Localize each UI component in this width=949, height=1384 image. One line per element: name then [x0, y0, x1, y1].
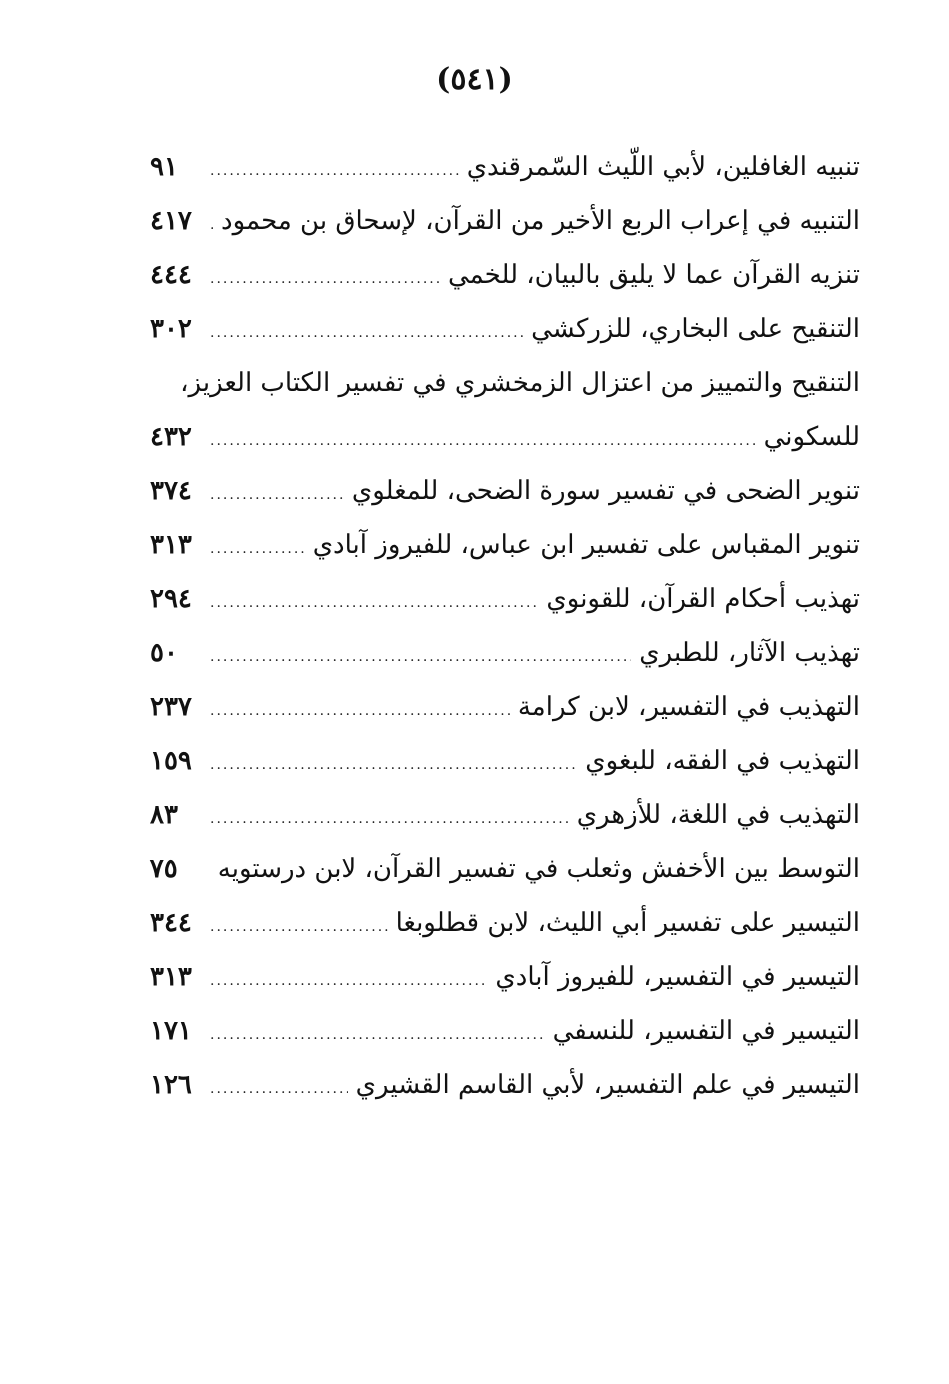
entry-title: التوسط بين الأخفش وثعلب في تفسير القرآن، لابن درستويه — [217, 854, 860, 884]
entry-page: ٣٤٤ — [150, 908, 192, 938]
entry-page: ٢٣٧ — [150, 692, 192, 722]
dot-leader — [210, 252, 440, 306]
entry-title: التهذيب في اللغة، للأزهري — [576, 800, 860, 830]
entry-page: ٨٣ — [150, 800, 178, 830]
dot-leader — [210, 954, 487, 1008]
index-entry — [150, 680, 860, 734]
index-entry — [150, 896, 860, 950]
entry-title: التهذيب في الفقه، للبغوي — [585, 746, 860, 776]
dot-leader — [210, 738, 577, 792]
entry-title: التيسير في التفسير، للنسفي — [552, 1016, 860, 1046]
entry-page: ٤٤٤ — [150, 260, 192, 290]
index-entry — [150, 572, 860, 626]
entry-title: التيسير في علم التفسير، لأبي القاسم القشيري — [355, 1070, 860, 1100]
entry-page: ٣١٣ — [150, 530, 192, 560]
dot-leader — [210, 198, 213, 252]
entry-title: التنقيح على البخاري، للزركشي — [531, 314, 860, 344]
index-entry — [150, 1058, 860, 1112]
dot-leader — [210, 1062, 348, 1116]
index-entry — [150, 788, 860, 842]
dot-leader — [210, 306, 523, 360]
page-number: (٥٤١) — [436, 62, 513, 97]
dot-leader — [210, 576, 538, 630]
entry-page: ٥٠ — [150, 638, 178, 668]
entry-page: ٣٧٤ — [150, 476, 192, 506]
dot-leader — [210, 900, 388, 954]
index-entry-continued — [150, 356, 860, 410]
entry-page: ١٥٩ — [150, 746, 192, 776]
entry-page: ١٧١ — [150, 1016, 192, 1046]
index-entry — [150, 140, 860, 194]
entry-page: ١٢٦ — [150, 1070, 192, 1100]
entry-title: التنبيه في إعراب الربع الأخير من القرآن، لإسحاق بن محمود — [221, 206, 860, 236]
dot-leader — [210, 792, 569, 846]
index-entry — [150, 950, 860, 1004]
entry-title: التنقيح والتمييز من اعتزال الزمخشري في تفسير الكتاب العزيز، — [180, 368, 860, 398]
index-entry — [150, 1004, 860, 1058]
dot-leader — [210, 468, 344, 522]
entry-page: ٧٥ — [149, 854, 178, 884]
entry-title: التهذيب في التفسير، لابن كرامة — [517, 692, 860, 722]
dot-leader — [210, 414, 756, 468]
index-entry — [150, 410, 860, 464]
index-entry — [150, 842, 860, 896]
entry-page: ٤١٧ — [150, 206, 192, 236]
index-list — [150, 140, 860, 1112]
entry-title: التيسير على تفسير أبي الليث، لابن قطلوبغا — [395, 908, 860, 938]
dot-leader — [210, 144, 459, 198]
index-entry — [150, 302, 860, 356]
entry-title: تنوير الضحى في تفسير سورة الضحى، للمغلوي — [351, 476, 860, 506]
index-entry — [150, 464, 860, 518]
entry-title: للسكوني — [763, 422, 860, 452]
index-entry — [150, 518, 860, 572]
entry-title: تنبيه الغافلين، لأبي اللّيث السّمرقندي — [466, 152, 860, 182]
entry-title: تنزيه القرآن عما لا يليق بالبيان، للخمي — [447, 260, 860, 290]
entry-page: ٢٩٤ — [150, 584, 192, 614]
index-entry — [150, 626, 860, 680]
entry-title: التيسير في التفسير، للفيروز آبادي — [495, 962, 860, 992]
index-entry — [150, 734, 860, 788]
entry-title: تهذيب أحكام القرآن، للقونوي — [546, 584, 860, 614]
entry-page: ٤٣٢ — [150, 422, 192, 452]
entry-page: ٣٠٢ — [150, 314, 192, 344]
entry-title: تهذيب الآثار، للطبري — [639, 638, 860, 668]
entry-page: ٣١٣ — [150, 962, 192, 992]
dot-leader — [210, 684, 510, 738]
dot-leader — [210, 1008, 545, 1062]
index-entry — [150, 248, 860, 302]
dot-leader — [210, 522, 305, 576]
index-entry — [150, 194, 860, 248]
entry-page: ٩١ — [150, 152, 178, 182]
entry-title: تنوير المقباس على تفسير ابن عباس، للفيروز آبادي — [312, 530, 860, 560]
dot-leader — [210, 630, 631, 684]
